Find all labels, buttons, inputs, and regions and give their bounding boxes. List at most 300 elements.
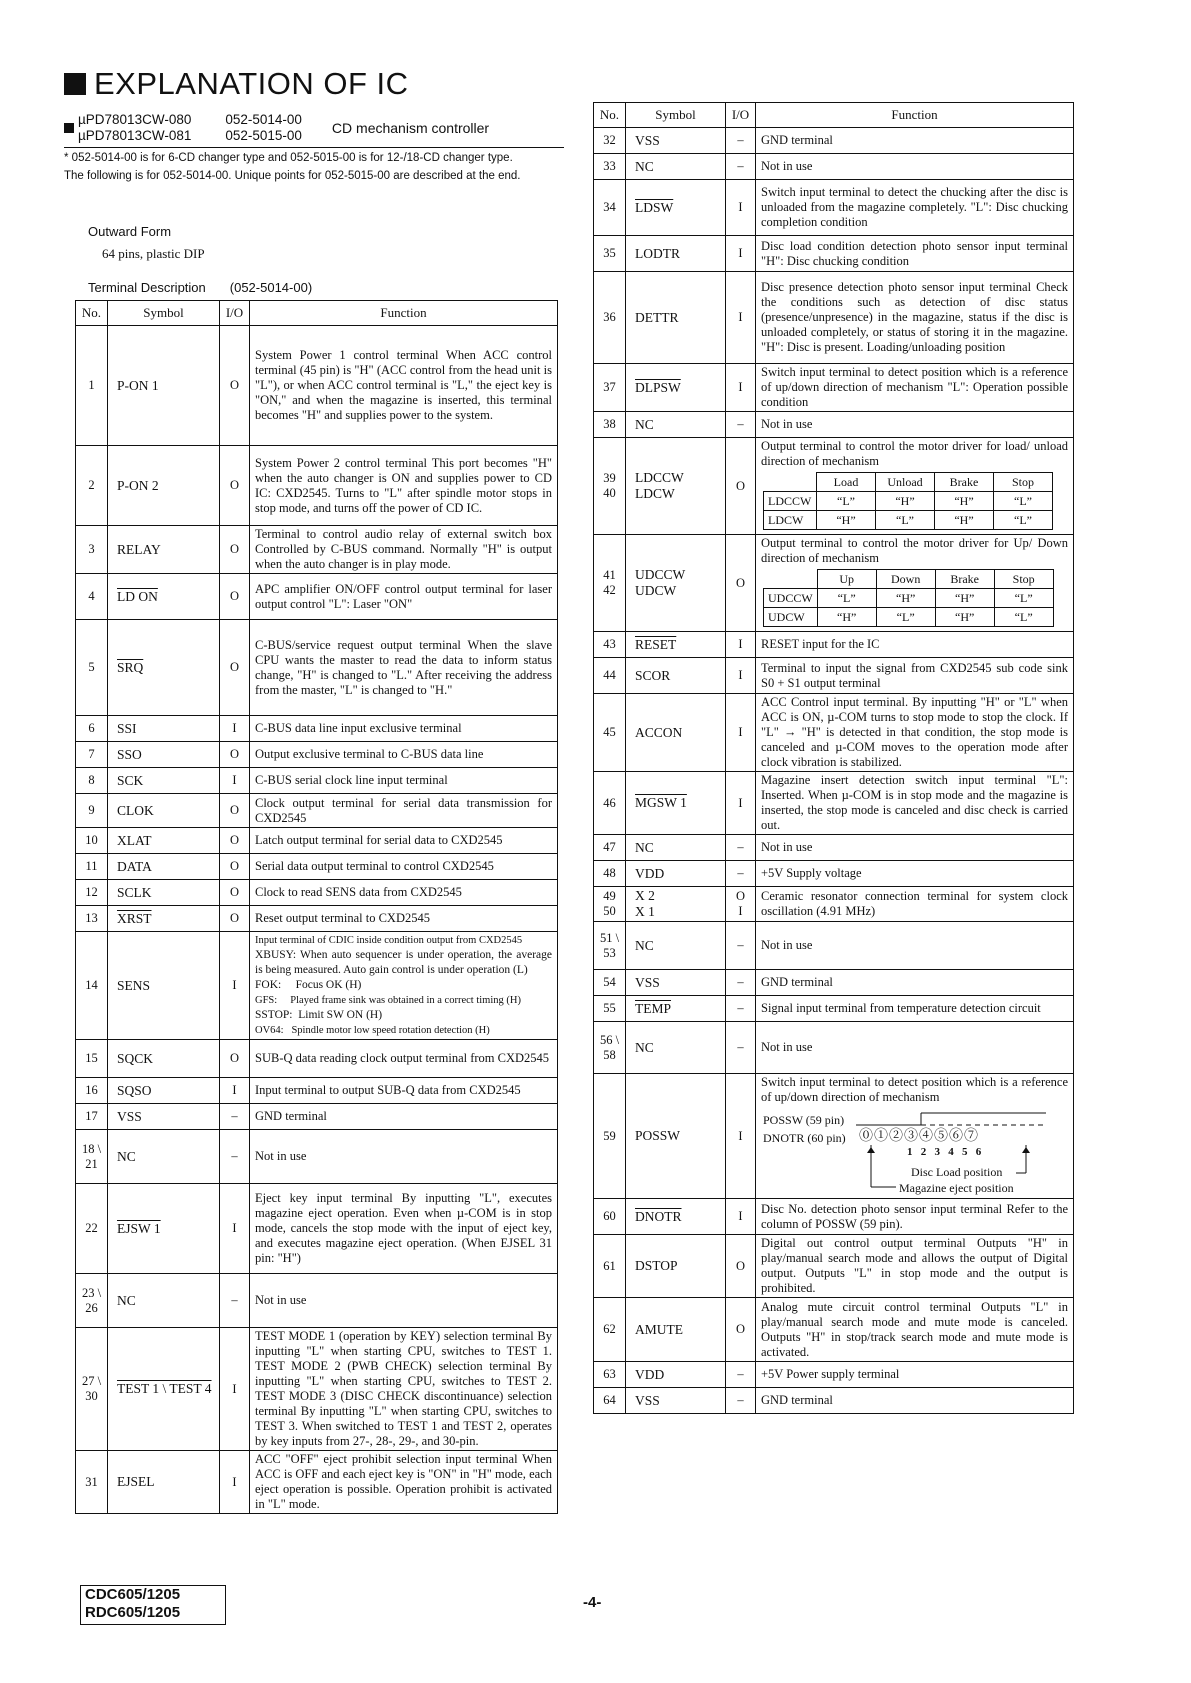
- pin-no: 59: [594, 1074, 626, 1199]
- pin-no: 5: [76, 620, 108, 716]
- table-row: [594, 1022, 1074, 1074]
- title-text: EXPLANATION OF IC: [94, 66, 409, 101]
- pin-io: O: [220, 1040, 250, 1078]
- pin-no: 56 \ 58: [594, 1022, 626, 1074]
- motor-truth-table: [763, 472, 1053, 530]
- table-row: [594, 236, 1074, 272]
- table-row: [76, 1130, 558, 1184]
- pin-io: O: [220, 906, 250, 932]
- pin-no: 33: [594, 154, 626, 180]
- pin-symbol: DLPSW: [626, 364, 726, 412]
- table-row: [594, 970, 1074, 996]
- pin-symbol: ACCON: [626, 694, 726, 772]
- outward-form-label: Outward Form: [88, 224, 172, 239]
- table-row: [594, 772, 1074, 835]
- pin-no: 22: [76, 1184, 108, 1274]
- truth-cell: “L”: [994, 511, 1053, 530]
- chip-parts: [78, 112, 191, 144]
- pin-symbol: LDCCW LDCW: [626, 438, 726, 535]
- chip-row: [64, 112, 564, 144]
- pin-symbol: NC: [626, 412, 726, 438]
- pin-symbol: CLOK: [108, 794, 220, 828]
- pin-symbol: SSO: [108, 742, 220, 768]
- pin-no: 36: [594, 272, 626, 364]
- truth-header-row: [764, 473, 1053, 492]
- pin-function: Not in use: [756, 835, 1074, 861]
- pin-function: Not in use: [250, 1130, 558, 1184]
- pin-symbol: AMUTE: [626, 1298, 726, 1362]
- table-row: [594, 861, 1074, 887]
- pin-symbol: VSS: [626, 1388, 726, 1414]
- pin-function: Disc No. detection photo sensor input terminal Refer to the column of POSSW (59 pin).: [756, 1199, 1074, 1235]
- pin-io: I: [220, 1184, 250, 1274]
- table-row: [594, 1074, 1074, 1199]
- pin-function: Not in use: [250, 1274, 558, 1328]
- pin-io: I: [726, 632, 756, 658]
- pin-function: [756, 438, 1074, 535]
- chip-code-2: 052-5015-00: [225, 128, 302, 143]
- pin-io: O: [220, 854, 250, 880]
- pin-function: Output exclusive terminal to C-BUS data line: [250, 742, 558, 768]
- pin-symbol: NC: [626, 835, 726, 861]
- pin-symbol: LDSW: [626, 180, 726, 236]
- table-row: [594, 1199, 1074, 1235]
- sens-line: XBUSY: When auto sequencer is under operation, the average is being measured. Auto gain control is under operation (L): [255, 949, 552, 976]
- pin-symbol: NC: [626, 1022, 726, 1074]
- table-row: [76, 828, 558, 854]
- pin-function: ACC Control input terminal. By inputting "H" or "L" when ACC is ON, µ-COM turns to stop mode to stop the clock. If "L" → "H" is detected in that condition, the stop mode is canceled and µ-COM moves to the operation mode after clock vibration is stabilized.: [756, 694, 1074, 772]
- pin-symbol: VSS: [626, 970, 726, 996]
- table-row: [594, 364, 1074, 412]
- pin-symbol: XLAT: [108, 828, 220, 854]
- header-function: Function: [250, 301, 558, 326]
- truth-cell: “L”: [994, 589, 1053, 608]
- truth-cell: “H”: [817, 608, 876, 627]
- table-row: [594, 535, 1074, 632]
- terminal-desc-code: (052-5014-00): [229, 280, 313, 295]
- pin-symbol: NC: [626, 922, 726, 970]
- pin-no: 27 \ 30: [76, 1328, 108, 1451]
- pin-no: 8: [76, 768, 108, 794]
- header-no: No.: [594, 103, 626, 128]
- pin-symbol: RESET: [626, 632, 726, 658]
- pin-io: O I: [726, 887, 756, 922]
- pin-io: –: [726, 996, 756, 1022]
- pin-io: I: [726, 364, 756, 412]
- header-symbol: Symbol: [626, 103, 726, 128]
- bullet-icon: [64, 123, 74, 133]
- pin-function: Analog mute circuit control terminal Outputs "L" in play/manual search mode and mute mode is canceled. Outputs "H" in stop/track search mode and mute mode is activated.: [756, 1298, 1074, 1362]
- truth-col-header: Down: [876, 570, 935, 589]
- pin-function: C-BUS data line input exclusive terminal: [250, 716, 558, 742]
- pin-function: Terminal to input the signal from CXD2545 sub code sink S0 + S1 output terminal: [756, 658, 1074, 694]
- pin-function: ACC "OFF" eject prohibit selection input terminal When ACC is OFF and each eject key is "ON" in "H" mode, each eject operation is possible. Operation prohibit is activated in "L" mode.: [250, 1451, 558, 1514]
- pin-no: 43: [594, 632, 626, 658]
- truth-col-header: Stop: [994, 570, 1053, 589]
- header-function: Function: [756, 103, 1074, 128]
- table-row: [76, 932, 558, 1040]
- pin-symbol: NC: [108, 1130, 220, 1184]
- pin-io: O: [220, 828, 250, 854]
- pin-function: APC amplifier ON/OFF control output terminal for laser output control "L": Laser "ON": [250, 574, 558, 620]
- pin-no: 60: [594, 1199, 626, 1235]
- table-row: [76, 1328, 558, 1451]
- left-pin-table: [75, 300, 558, 1514]
- table-row: [594, 272, 1074, 364]
- pin-function: Switch input terminal to detect the chucking after the disc is unloaded from the magazine completely. "L": Disc chucking completion condition: [756, 180, 1074, 236]
- pin-no: 3: [76, 526, 108, 574]
- pin-io: I: [726, 180, 756, 236]
- pin-function: [250, 932, 558, 1040]
- model-1: CDC605/1205: [85, 1586, 181, 1603]
- table-row: [594, 922, 1074, 970]
- pin-symbol: VSS: [108, 1104, 220, 1130]
- pin-no: 64: [594, 1388, 626, 1414]
- pin-io: I: [220, 716, 250, 742]
- table-row: [76, 1184, 558, 1274]
- pin-io: –: [726, 1022, 756, 1074]
- pin-function: Digital out control output terminal Outputs "H" in play/manual search mode and allows the output of Digital output. Outputs "L" in stop mode and the output is prohibited.: [756, 1235, 1074, 1298]
- pin-no: 14: [76, 932, 108, 1040]
- truth-row-label: LDCCW: [764, 492, 817, 511]
- truth-row-label: UDCW: [764, 608, 818, 627]
- table-row: [594, 1362, 1074, 1388]
- pin-no: 34: [594, 180, 626, 236]
- pin-no: 10: [76, 828, 108, 854]
- pin-io: –: [726, 412, 756, 438]
- page-title: [64, 66, 409, 102]
- pin-symbol: POSSW: [626, 1074, 726, 1199]
- truth-cell: “H”: [876, 492, 935, 511]
- pin-io: I: [726, 1074, 756, 1199]
- pin-no: 63: [594, 1362, 626, 1388]
- motor-description: Output terminal to control the motor driver for load/ unload direction of mechanism: [761, 439, 1068, 468]
- table-header-row: [76, 301, 558, 326]
- pin-symbol: XRST: [108, 906, 220, 932]
- pin-no: 44: [594, 658, 626, 694]
- table-row: [594, 412, 1074, 438]
- pin-symbol: NC: [108, 1274, 220, 1328]
- table-row: [76, 716, 558, 742]
- table-row: [594, 632, 1074, 658]
- pin-io: O: [220, 620, 250, 716]
- header-divider: [64, 147, 564, 148]
- pin-function: Signal input terminal from temperature detection circuit: [756, 996, 1074, 1022]
- table-row: [76, 526, 558, 574]
- pin-function: Not in use: [756, 1022, 1074, 1074]
- disc-load-label: Disc Load position: [911, 1165, 1003, 1179]
- pin-no: 48: [594, 861, 626, 887]
- magazine-eject-label: Magazine eject position: [899, 1181, 1014, 1195]
- pin-io: O: [220, 880, 250, 906]
- pin-symbol: $\overline{SRQ}$: [108, 620, 220, 716]
- pin-function: Ceramic resonator connection terminal for system clock oscillation (4.91 MHz): [756, 887, 1074, 922]
- pin-symbol: TEST 1 \ TEST 4: [108, 1328, 220, 1451]
- table-row: [76, 768, 558, 794]
- table-row: [76, 794, 558, 828]
- pin-io: O: [220, 326, 250, 446]
- sens-line: SSTOP: Limit SW ON (H): [255, 1009, 383, 1021]
- table-row: [594, 128, 1074, 154]
- title-square-icon: [64, 73, 86, 95]
- pin-function: System Power 2 control terminal This port becomes "H" when the auto changer is ON and supplies power to CD IC: CXD2545. Turns to "L" after spindle motor stops in stop mode, and turns off the power of CD IC.: [250, 446, 558, 526]
- pin-function: C-BUS serial clock line input terminal: [250, 768, 558, 794]
- pin-symbol: VSS: [626, 128, 726, 154]
- pin-io: O: [220, 794, 250, 828]
- motor-truth-table: [763, 569, 1054, 627]
- truth-cell: “H”: [935, 511, 994, 530]
- possw-label: POSSW (59 pin): [763, 1113, 845, 1127]
- pin-io: –: [726, 154, 756, 180]
- truth-corner: [764, 473, 817, 492]
- pin-no: 61: [594, 1235, 626, 1298]
- right-pin-table: [593, 102, 1074, 1414]
- pin-io: I: [726, 658, 756, 694]
- pin-io: I: [726, 272, 756, 364]
- pin-symbol: DSTOP: [626, 1235, 726, 1298]
- possw-timing-diagram: [761, 1109, 1068, 1197]
- pin-no: 11: [76, 854, 108, 880]
- pin-symbol: SCOR: [626, 658, 726, 694]
- table-row: [594, 180, 1074, 236]
- header-io: I/O: [726, 103, 756, 128]
- truth-col-header: Brake: [935, 570, 994, 589]
- table-row: [76, 880, 558, 906]
- dnotr-label: DNOTR (60 pin): [763, 1131, 846, 1145]
- pin-io: O: [726, 1235, 756, 1298]
- pin-function: Reset output terminal to CXD2545: [250, 906, 558, 932]
- pin-io: –: [726, 835, 756, 861]
- table-row: [594, 1388, 1074, 1414]
- pin-io: –: [220, 1274, 250, 1328]
- pin-function: Switch input terminal to detect position which is a reference of up/down direction of mechanism "L": Operation possible condition: [756, 364, 1074, 412]
- sens-line: FOK: Focus OK (H): [255, 979, 362, 991]
- pin-io: I: [726, 772, 756, 835]
- pin-function: Eject key input terminal By inputting "L", executes magazine eject operation. Even when µ-COM is in stop mode, cancels the stop mode with the input of eject key, and executes magazine eject operation. (When EJSEL 31 pin: "H"): [250, 1184, 558, 1274]
- pin-no: 62: [594, 1298, 626, 1362]
- pin-symbol: TEMP: [626, 996, 726, 1022]
- truth-cell: “H”: [817, 511, 876, 530]
- truth-corner: [764, 570, 818, 589]
- pin-function: RESET input for the IC: [756, 632, 1074, 658]
- pin-no: 32: [594, 128, 626, 154]
- pin-io: I: [220, 1328, 250, 1451]
- sens-line: GFS: Played frame sink was obtained in a correct timing (H): [255, 995, 521, 1006]
- pin-io: –: [726, 861, 756, 887]
- pin-function: SUB-Q data reading clock output terminal from CXD2545: [250, 1040, 558, 1078]
- pin-no: 38: [594, 412, 626, 438]
- pin-io: O: [726, 535, 756, 632]
- table-row: [76, 446, 558, 526]
- pin-no: 45: [594, 694, 626, 772]
- pin-symbol: SCK: [108, 768, 220, 794]
- pin-function: Magazine insert detection switch input terminal "L": Inserted. When µ-COM is in stop mode and the magazine is inserted, the stop mode is canceled and disc check is carried out.: [756, 772, 1074, 835]
- pin-io: –: [726, 128, 756, 154]
- pin-function: TEST MODE 1 (operation by KEY) selection terminal By inputting "L" when starting CPU, switches to TEST 1. TEST MODE 2 (PWB CHECK) selection terminal By inputting "L" when starting CPU, switches to TEST 2. TEST MODE 3 (DISC CHECK discontinuance) selection terminal By inputting "L" when starting CPU, switches to TEST 3. When switched to TEST 1 and TEST 2, operates by key inputs from 27-, 28-, 29-, and 30-pin.: [250, 1328, 558, 1451]
- pin-symbol: LODTR: [626, 236, 726, 272]
- truth-col-header: Load: [817, 473, 876, 492]
- truth-row: [764, 492, 1053, 511]
- pin-function: [756, 535, 1074, 632]
- truth-cell: “H”: [935, 589, 994, 608]
- position-numbers: 1 2 3 4 5 6: [907, 1146, 982, 1158]
- truth-cell: “L”: [876, 608, 935, 627]
- header-symbol: Symbol: [108, 301, 220, 326]
- pin-no: 17: [76, 1104, 108, 1130]
- pin-no: 4: [76, 574, 108, 620]
- pin-symbol: X 2 X 1: [626, 887, 726, 922]
- pin-io: O: [726, 438, 756, 535]
- pin-io: I: [726, 236, 756, 272]
- pin-symbol: VDD: [626, 861, 726, 887]
- pin-io: O: [220, 574, 250, 620]
- ic-header: [64, 112, 564, 184]
- pin-function: Latch output terminal for serial data to CXD2545: [250, 828, 558, 854]
- pin-function: +5V Supply voltage: [756, 861, 1074, 887]
- truth-cell: “H”: [876, 589, 935, 608]
- pin-function: Clock to read SENS data from CXD2545: [250, 880, 558, 906]
- pin-io: –: [726, 1362, 756, 1388]
- pin-function: Not in use: [756, 412, 1074, 438]
- truth-row-label: UDCCW: [764, 589, 818, 608]
- pin-no: 6: [76, 716, 108, 742]
- outward-form-value: 64 pins, plastic DIP: [102, 246, 205, 261]
- possw-description: Switch input terminal to detect position which is a reference of up/down direction of mechanism: [761, 1075, 1068, 1104]
- pin-function: Terminal to control audio relay of external switch box Controlled by C-BUS command. Normally "H" is output when the auto changer is in play mode.: [250, 526, 558, 574]
- truth-col-header: Brake: [935, 473, 994, 492]
- pin-io: I: [220, 932, 250, 1040]
- table-row: [76, 1078, 558, 1104]
- truth-row: [764, 589, 1054, 608]
- terminal-description-heading: [88, 280, 312, 295]
- pin-no: 15: [76, 1040, 108, 1078]
- pin-function: +5V Power supply terminal: [756, 1362, 1074, 1388]
- pin-no: 37: [594, 364, 626, 412]
- truth-col-header: Up: [817, 570, 876, 589]
- pin-io: –: [220, 1104, 250, 1130]
- pin-function: Not in use: [756, 154, 1074, 180]
- chip-codes: [225, 112, 302, 144]
- pin-no: 47: [594, 835, 626, 861]
- pin-io: –: [220, 1130, 250, 1184]
- truth-col-header: Stop: [994, 473, 1053, 492]
- table-row: [594, 1298, 1074, 1362]
- table-row: [594, 1235, 1074, 1298]
- pin-symbol: LD ON: [108, 574, 220, 620]
- pin-function: Serial data output terminal to control CXD2545: [250, 854, 558, 880]
- pin-no: 55: [594, 996, 626, 1022]
- pin-function: GND terminal: [756, 1388, 1074, 1414]
- table-row: [76, 906, 558, 932]
- pin-no: 49 50: [594, 887, 626, 922]
- pin-no: 1: [76, 326, 108, 446]
- pin-function: Input terminal to output SUB-Q data from CXD2545: [250, 1078, 558, 1104]
- pin-function: C-BUS/service request output terminal When the slave CPU wants the master to read the data to inform status change, "H" is changed to "L." After receiving the address from the master, "L" is changed to "H.": [250, 620, 558, 716]
- pin-symbol: SSI: [108, 716, 220, 742]
- pin-no: 51 \ 53: [594, 922, 626, 970]
- table-row: [594, 835, 1074, 861]
- truth-row: [764, 511, 1053, 530]
- pin-no: 18 \ 21: [76, 1130, 108, 1184]
- pin-no: 9: [76, 794, 108, 828]
- pin-no: 31: [76, 1451, 108, 1514]
- pin-symbol: NC: [626, 154, 726, 180]
- truth-cell: “L”: [994, 608, 1053, 627]
- note-2: The following is for 052-5014-00. Unique points for 052-5015-00 are described at the end.: [64, 170, 521, 182]
- pin-no: 12: [76, 880, 108, 906]
- pin-no: 23 \ 26: [76, 1274, 108, 1328]
- pin-symbol: SCLK: [108, 880, 220, 906]
- table-row: [594, 996, 1074, 1022]
- pin-io: I: [726, 694, 756, 772]
- truth-cell: “L”: [817, 492, 876, 511]
- pin-symbol: SQCK: [108, 1040, 220, 1078]
- pin-no: 16: [76, 1078, 108, 1104]
- truth-cell: “L”: [994, 492, 1053, 511]
- pin-function: Disc presence detection photo sensor input terminal Check the conditions such as detection of disc status (presence/unpresence) in the magazine, status if the disc is unloaded completely, or status of storing it in the magazine. "H": Disc is present. Loading/unloading position: [756, 272, 1074, 364]
- pin-io: I: [220, 1451, 250, 1514]
- table-row: [594, 887, 1074, 922]
- table-row: [594, 658, 1074, 694]
- table-row: [76, 620, 558, 716]
- truth-row-label: LDCW: [764, 511, 817, 530]
- pin-function: GND terminal: [756, 970, 1074, 996]
- motor-description: Output terminal to control the motor driver for Up/ Down direction of mechanism: [761, 536, 1068, 565]
- truth-row: [764, 608, 1054, 627]
- table-row: [76, 742, 558, 768]
- page-number: -4-: [583, 1594, 602, 1611]
- table-row: [76, 326, 558, 446]
- chip-part-1: µPD78013CW-080: [78, 112, 192, 127]
- pin-no: 2: [76, 446, 108, 526]
- pin-io: O: [220, 526, 250, 574]
- truth-cell: “H”: [935, 492, 994, 511]
- pin-symbol: P-ON 1: [108, 326, 220, 446]
- truth-col-header: Unload: [876, 473, 935, 492]
- truth-header-row: [764, 570, 1054, 589]
- model-badge: [80, 1585, 226, 1625]
- chip-code-1: 052-5014-00: [225, 112, 302, 127]
- header-io: I/O: [220, 301, 250, 326]
- dnotr-positions: ⓪①②③④⑤⑥⑦: [859, 1129, 979, 1144]
- pin-function: System Power 1 control terminal When ACC control terminal (45 pin) is "H" (ACC control from the head unit is "L"), or when ACC control terminal is "L," the eject key is "ON," and when the magazine is inserted, this terminal becomes "H" and supplies power to the system.: [250, 326, 558, 446]
- pin-symbol: SENS: [108, 932, 220, 1040]
- truth-cell: “H”: [935, 608, 994, 627]
- pin-symbol: RELAY: [108, 526, 220, 574]
- pin-symbol: SQSO: [108, 1078, 220, 1104]
- header-no: No.: [76, 301, 108, 326]
- note-1: * 052-5014-00 is for 6-CD changer type and 052-5015-00 is for 12-/18-CD changer type.: [64, 152, 513, 164]
- table-row: [76, 1040, 558, 1078]
- pin-no: 7: [76, 742, 108, 768]
- pin-io: O: [726, 1298, 756, 1362]
- chip-part-2: µPD78013CW-081: [78, 128, 192, 143]
- pin-function: Disc load condition detection photo sensor input terminal "H": Disc chucking condition: [756, 236, 1074, 272]
- pin-symbol: DNOTR: [626, 1199, 726, 1235]
- pin-symbol: MGSW 1: [626, 772, 726, 835]
- pin-symbol: UDCCW UDCW: [626, 535, 726, 632]
- terminal-desc-label: Terminal Description: [88, 280, 206, 295]
- pin-io: I: [220, 1078, 250, 1104]
- pin-symbol: P-ON 2: [108, 446, 220, 526]
- pin-symbol: DETTR: [626, 272, 726, 364]
- pin-io: O: [220, 742, 250, 768]
- sens-line: OV64: Spindle motor low speed rotation detection (H): [255, 1025, 490, 1036]
- pin-function: [756, 1074, 1074, 1199]
- table-row: [76, 1451, 558, 1514]
- pin-io: –: [726, 970, 756, 996]
- pin-io: I: [220, 768, 250, 794]
